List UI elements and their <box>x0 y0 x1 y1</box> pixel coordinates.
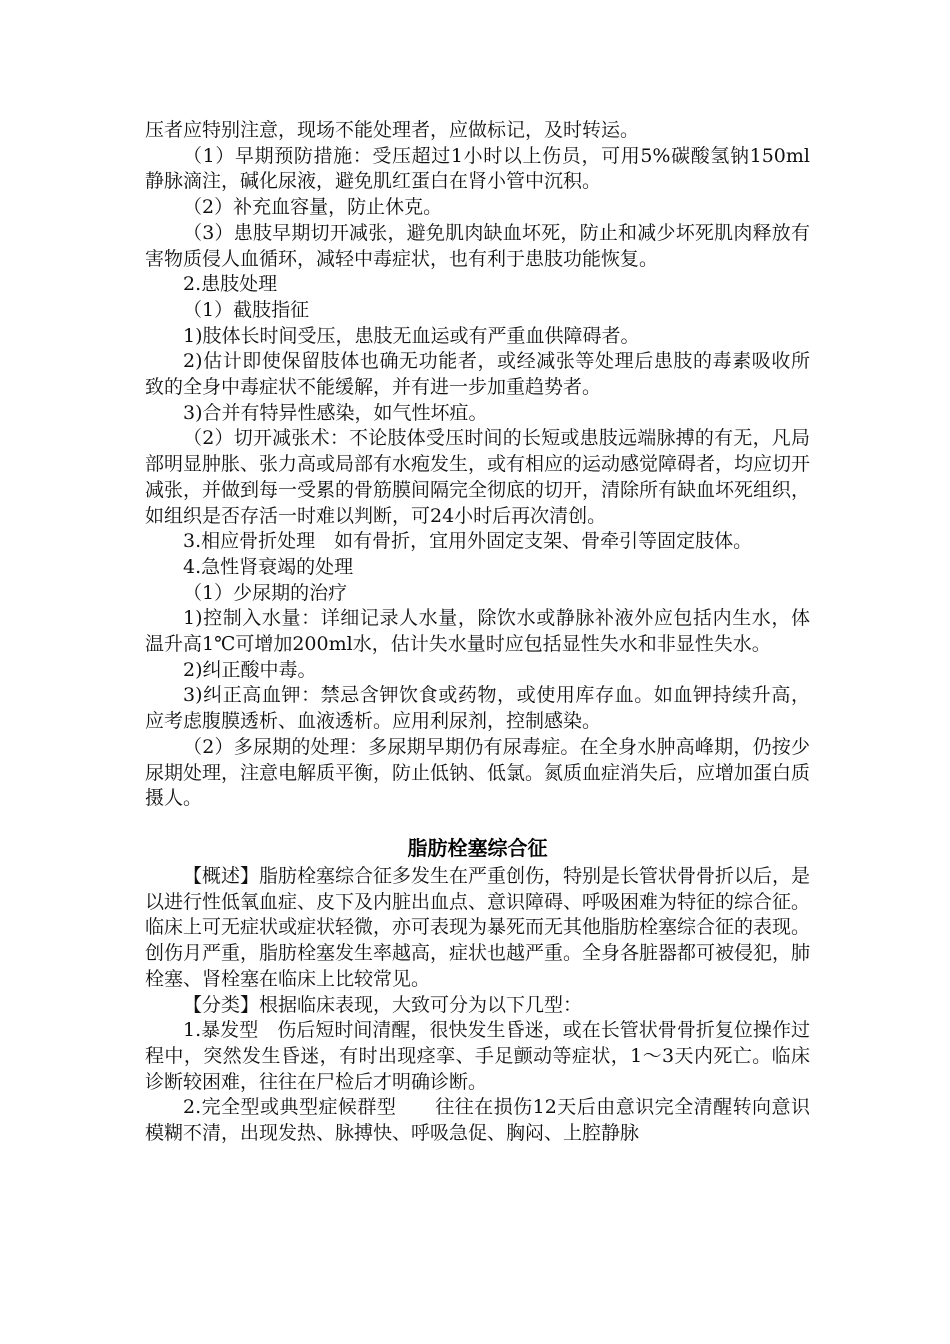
paragraph: 3)合并有特异性感染，如气性坏疽。 <box>183 401 488 424</box>
paragraph: 2)纠正酸中毒。 <box>183 658 317 681</box>
paragraph: 1.暴发型 伤后短时间清醒，很快发生昏迷，或在长管状骨骨折复位操作过程中，突然发生昏迷，有时出现痉挛、手足颤动等症状，1～3天内死亡。临床诊断较困难，往往在尸检后才明确诊断。 <box>145 1019 810 1093</box>
subheading: （1）少尿期的治疗 <box>183 581 348 604</box>
paragraph: （2）补充血容量，防止休克。 <box>183 196 443 219</box>
paragraph: （3）患肢早期切开减张，避免肌肉缺血坏死，防止和减少坏死肌肉释放有害物质侵人血循环，减轻中毒症状，也有利于患肢功能恢复。 <box>145 221 810 270</box>
subheading: 4.急性肾衰竭的处理 <box>183 555 354 578</box>
paragraph: 压者应特别注意，现场不能处理者，应做标记，及时转运。 <box>145 119 640 141</box>
paragraph: 2)估计即使保留肢体也确无功能者，或经减张等处理后患肢的毒素吸收所致的全身中毒症状不能缓解，并有进一步加重趋势者。 <box>145 350 810 399</box>
paragraph: 2.完全型或典型症候群型 往往在损伤12天后由意识完全清醒转向意识模糊不清，出现发热、脉搏快、呼吸急促、胸闷、上腔静脉 <box>145 1096 810 1145</box>
paragraph: （1）早期预防措施：受压超过1小时以上伤员，可用5%碳酸氢钠150ml静脉滴注，碱化尿液，避免肌红蛋白在肾小管中沉积。 <box>145 144 810 193</box>
section-title: 脂肪栓塞综合征 <box>407 835 548 860</box>
paragraph: 3.相应骨折处理 如有骨折，宜用外固定支架、骨牵引等固定肢体。 <box>183 530 753 553</box>
paragraph: 【分类】根据临床表现，大致可分为以下几型： <box>183 993 583 1016</box>
document-body <box>145 118 810 1147</box>
paragraph: 1)肢体长时间受压，患肢无血运或有严重血供障碍者。 <box>183 324 640 347</box>
subheading: 2.患肢处理 <box>183 273 278 296</box>
paragraph: 1)控制入水量：详细记录人水量，除饮水或静脉补液外应包括内生水，体温升高1℃可增加200ml水，估计失水量时应包括显性失水和非显性失水。 <box>145 607 810 656</box>
paragraph: （2）多尿期的处理：多尿期早期仍有尿毒症。在全身水肿高峰期，仍按少尿期处理，注意电解质平衡，防止低钠、低氯。氮质血症消失后，应增加蛋白质摄人。 <box>145 735 811 810</box>
paragraph: 【概述】脂肪栓塞综合征多发生在严重创伤，特别是长管状骨骨折以后，是以进行性低氧血症、皮下及内脏出血点、意识障碍、呼吸困难为特征的综合征。临床上可无症状或症状轻微，亦可表现为暴死而无其他脂肪栓塞综合征的表现。创伤月严重，脂肪栓塞发生率越高，症状也越严重。全身各脏器都可被侵犯，肺栓塞、肾栓塞在临床上比较常见。 <box>145 864 811 990</box>
subheading: （1）截肢指征 <box>183 298 310 321</box>
paragraph: 3)纠正高血钾：禁忌含钾饮食或药物，或使用库存血。如血钾持续升高，应考虑腹膜透析、血液透析。应用利尿剂，控制感染。 <box>145 684 810 733</box>
paragraph: （2）切开减张术：不论肢体受压时间的长短或患肢远端脉搏的有无，凡局部明显肿胀、张力高或局部有水疱发生，或有相应的运动感觉障碍者，均应切开减张，并做到每一受累的骨筋膜间隔完全彻底的切开，清除所有缺血坏死组织，如组织是否存活一时难以判断，可24小时后再次清创。 <box>145 427 811 527</box>
